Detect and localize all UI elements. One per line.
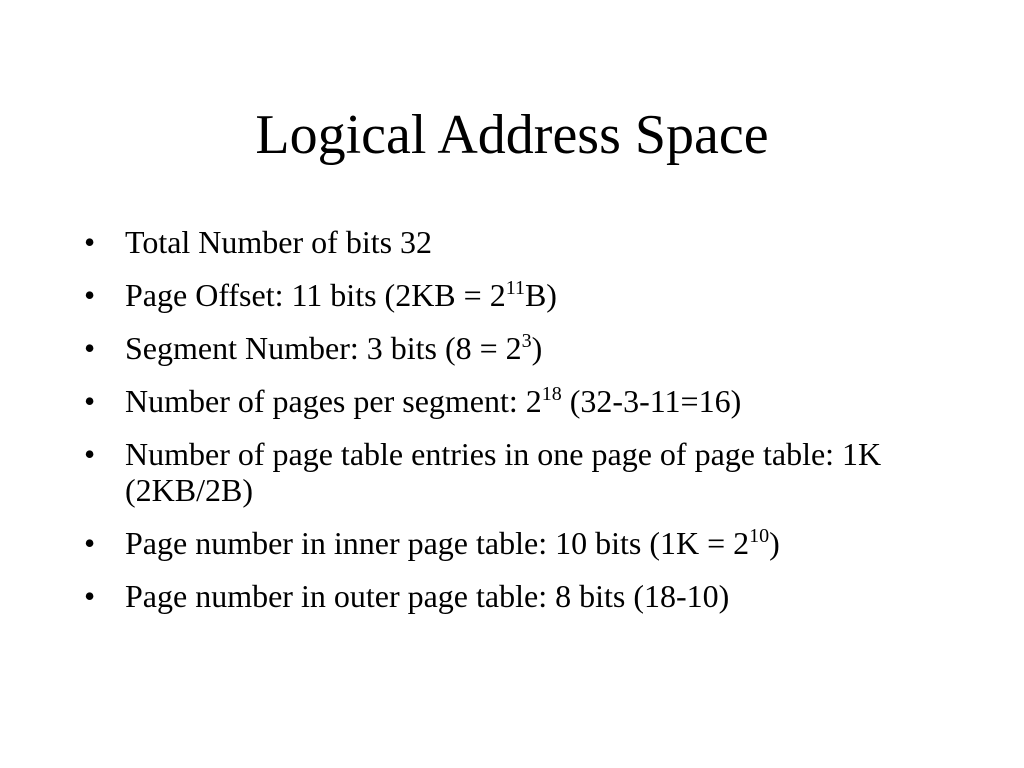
- bullet-text: Page number in outer page table: 8 bits (18-10): [125, 578, 730, 614]
- bullet-dot: •: [84, 277, 96, 313]
- bullet-item: [84, 383, 934, 419]
- bullet-text: Page Offset: 11 bits (2KB = 2: [125, 277, 506, 313]
- bullet-dot: •: [84, 578, 96, 614]
- bullet-text: Number of pages per segment: 2: [125, 383, 542, 419]
- bullet-dot: •: [84, 436, 96, 472]
- bullet-item: [84, 436, 934, 508]
- bullet-text: Segment Number: 3 bits (8 = 2: [125, 330, 522, 366]
- slide-title: Logical Address Space: [255, 104, 769, 166]
- bullet-text: ): [531, 330, 543, 366]
- bullet-text: B): [524, 277, 557, 313]
- bullet-item: [84, 578, 934, 614]
- bullet-item: [84, 330, 934, 366]
- bullet-text: Page number in inner page table: 10 bits (1K = 2: [125, 525, 750, 561]
- superscript-exponent: 18: [541, 383, 562, 405]
- bullet-list: [84, 224, 934, 631]
- bullet-text: ): [769, 525, 780, 561]
- bullet-dot: •: [84, 330, 96, 366]
- bullet-dot: •: [84, 224, 96, 260]
- superscript-exponent: 3: [521, 330, 532, 352]
- bullet-text: Total Number of bits 32: [125, 224, 433, 260]
- bullet-item: [84, 277, 934, 313]
- bullet-item: [84, 525, 934, 561]
- bullet-dot: •: [84, 383, 96, 419]
- bullet-dot: •: [84, 525, 96, 561]
- bullet-text: Number of page table entries in one page of page table: 1K (2KB/2B): [125, 436, 882, 508]
- superscript-exponent: 10: [749, 525, 770, 547]
- superscript-exponent: 11: [505, 277, 525, 299]
- bullet-item: [84, 224, 934, 260]
- bullet-text: (32-3-11=16): [561, 383, 742, 419]
